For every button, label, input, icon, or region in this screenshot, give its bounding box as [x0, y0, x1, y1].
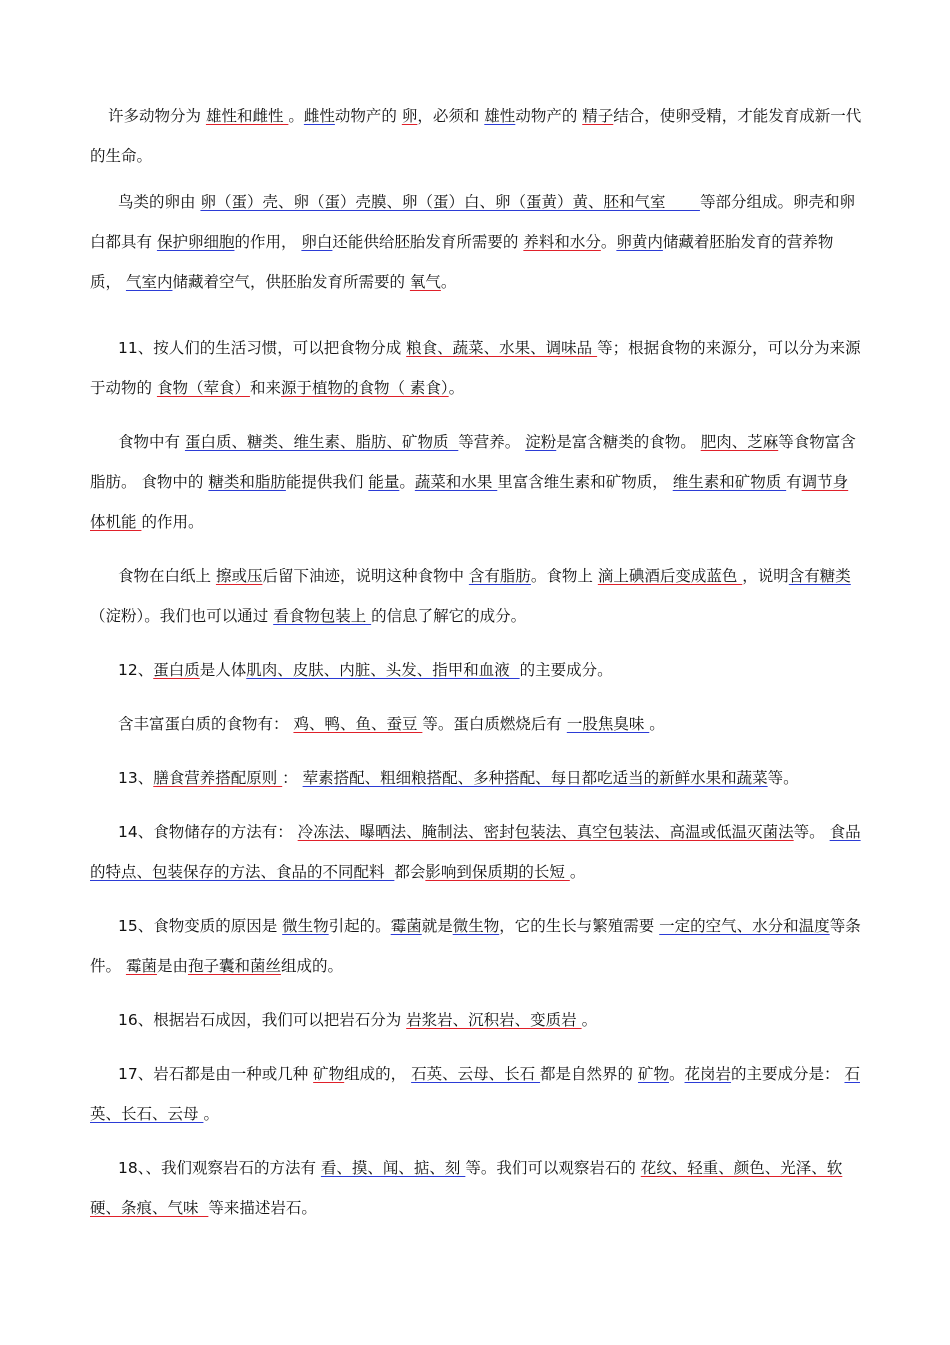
answer-underlined-blue: 看、摸、闻、掂、刻	[320, 1159, 466, 1177]
answer-underlined-blue: 一股焦臭味	[566, 715, 650, 733]
body-text: 鸟类的卵由	[118, 193, 201, 211]
body-text: 。	[203, 1105, 219, 1123]
body-text: 后留下油迹，说明这种食物中	[262, 567, 469, 585]
answer-underlined-blue: 糖类和脂肪	[208, 473, 286, 491]
answer-underlined-red: 擦或压	[215, 567, 263, 585]
answer-underlined-red: 食物（荤食）	[156, 379, 250, 397]
body-text: 。	[581, 1011, 598, 1029]
answer-underlined-blue: 卵黄内	[616, 233, 663, 251]
answer-underlined-blue: 一定的空气、水分和温度	[659, 917, 830, 935]
body-text: 是由	[156, 957, 188, 975]
paragraph-14-food-storage	[90, 812, 862, 892]
body-text: 17、岩石都是由一种或几种	[118, 1065, 314, 1083]
paragraph-11-food-classification	[90, 328, 862, 408]
answer-underlined-red: 源于植物的食物（ 素食）	[280, 379, 449, 397]
body-text: 等。	[767, 769, 799, 787]
answer-underlined-blue: 石英、云母、长石	[411, 1065, 541, 1083]
body-text: 都会	[394, 863, 426, 881]
paragraph-food-tests	[90, 556, 862, 636]
answer-underlined-red: 精子	[582, 107, 614, 125]
body-text: 等营养。	[458, 433, 526, 451]
body-text: 等。蛋白质燃烧后有	[422, 715, 567, 733]
body-text: 储藏着空气，供胚胎发育所需要的	[172, 273, 410, 291]
body-text: ，必须和	[417, 107, 485, 125]
answer-underlined-red: 滴上碘酒后变成蓝色	[597, 567, 743, 585]
body-text: 还能供给胚胎发育所需要的	[332, 233, 524, 251]
answer-underlined-blue: 石英、长石、云母	[90, 1065, 860, 1123]
body-text: 16、根据岩石成因，我们可以把岩石分为	[118, 1011, 407, 1029]
answer-underlined-blue: 卵（蛋）壳、卵（蛋）壳膜、卵（蛋）白、卵（蛋黄）黄、胚和气室	[200, 193, 700, 211]
body-text: 都是自然界的	[540, 1065, 638, 1083]
body-text: 等。我们可以观察岩石的	[465, 1159, 641, 1177]
body-text: 等；根据食物的来源分，可以分为来源于动物的	[90, 339, 861, 397]
paragraph-15-food-spoilage	[90, 906, 862, 986]
body-text: 等食物富含脂肪。 食物中的	[90, 433, 856, 491]
body-text: 。	[569, 863, 586, 881]
body-text: 。	[669, 1065, 685, 1083]
answer-underlined-red: 霉菌	[125, 957, 157, 975]
answer-underlined-blue: 雄性	[484, 107, 516, 125]
body-text: 许多动物分为	[108, 107, 206, 125]
body-text: 13、	[118, 769, 154, 787]
answer-underlined-blue: 矿物	[637, 1065, 669, 1083]
body-text: 等条件。	[90, 917, 861, 975]
body-text: 食物中有	[118, 433, 185, 451]
answer-underlined-blue: 蛋白质、糖类、维生素、脂肪、矿物质	[184, 433, 459, 451]
body-text: ：	[282, 769, 303, 787]
paragraph-bird-egg	[90, 182, 862, 302]
body-text: 引起的。	[328, 917, 391, 935]
body-text: 。	[600, 233, 617, 251]
body-text: 动物产的	[334, 107, 402, 125]
body-text: 食物在白纸上	[118, 567, 216, 585]
body-text: 等来描述岩石。	[208, 1199, 317, 1217]
body-text: 。	[288, 107, 304, 125]
answer-underlined-blue: 气室内	[125, 273, 173, 291]
body-text: 的信息了解它的成分。	[371, 607, 527, 625]
answer-underlined-blue: 淀粉	[525, 433, 557, 451]
answer-underlined-blue: 看食物包装上	[273, 607, 372, 625]
body-text: 储藏着胚胎发育的营养物质，	[90, 233, 834, 291]
body-text: 是人体	[199, 661, 247, 679]
answer-underlined-red: 粮食、蔬菜、水果、调味品	[406, 339, 598, 357]
answer-underlined-blue: 微生物	[452, 917, 500, 935]
body-text: 。	[440, 273, 457, 291]
body-text: 和来	[249, 379, 281, 397]
body-text: 组成的。	[280, 957, 343, 975]
body-text: 组成的，	[344, 1065, 412, 1083]
paragraph-protein-foods	[90, 704, 862, 744]
body-text: ，它的生长与繁殖需要	[499, 917, 660, 935]
answer-underlined-red: 调节身体机能	[90, 473, 849, 531]
body-text: 有	[786, 473, 802, 491]
paragraph-16-rock-types	[90, 1000, 862, 1040]
answer-underlined-red: 肥肉、芝麻	[700, 433, 779, 451]
answer-underlined-blue: 保护卵细胞	[156, 233, 235, 251]
paragraph-18-rock-observation	[90, 1148, 862, 1228]
body-text: 的作用，	[234, 233, 302, 251]
body-text: 里富含维生素和矿物质，	[497, 473, 673, 491]
body-text: 14、食物储存的方法有：	[118, 823, 298, 841]
answer-underlined-red: 花纹、轻重、颜色、光泽、软硬、条痕、气味	[90, 1159, 843, 1217]
answer-underlined-blue: 蔬菜和水果	[414, 473, 498, 491]
answer-underlined-blue: 花岗岩	[684, 1065, 732, 1083]
body-text: 含丰富蛋白质的食物有：	[118, 715, 294, 733]
answer-underlined-blue: 维生素和矿物质	[672, 473, 787, 491]
body-text: 。食物上	[530, 567, 598, 585]
answer-underlined-blue: 卵白	[301, 233, 333, 251]
answer-underlined-red: 鸡、鸭、鱼、蚕豆	[293, 715, 423, 733]
answer-underlined-blue: 能量	[368, 473, 400, 491]
paragraph-food-nutrients	[90, 422, 862, 542]
body-text: 能提供我们	[285, 473, 369, 491]
answer-underlined-red: 卵	[401, 107, 418, 125]
body-text: 动物产的	[515, 107, 583, 125]
body-text: 18、、我们观察岩石的方法有	[118, 1159, 321, 1177]
body-text: 。	[649, 715, 665, 733]
body-text: 12、	[118, 661, 154, 679]
answer-underlined-red: 膳食营养搭配原则	[153, 769, 283, 787]
document-page	[90, 96, 862, 1228]
answer-underlined-red: 影响到保质期的长短	[425, 863, 570, 881]
body-text: 结合，使卵受精，才能发育成新一代的生命。	[90, 107, 862, 165]
answer-underlined-red: 蛋白质	[153, 661, 200, 679]
paragraph-animal-reproduction	[90, 96, 862, 176]
paragraph-13-diet-principles	[90, 758, 862, 798]
body-text: 11、按人们的生活习惯，可以把食物分成	[118, 339, 407, 357]
body-text: 的作用。	[141, 513, 204, 531]
body-text: （淀粉）。我们也可以通过	[90, 607, 274, 625]
body-text: 。	[448, 379, 465, 397]
body-text: 的主要成分是：	[731, 1065, 845, 1083]
answer-underlined-blue: 含有糖类	[788, 567, 851, 585]
answer-underlined-blue: 食品的特点、包装保存的方法、食品的不同配料	[90, 823, 861, 881]
body-text: ，说明	[742, 567, 789, 585]
body-text: 的主要成分。	[519, 661, 613, 679]
body-text: 。	[399, 473, 415, 491]
answer-underlined-blue: 霉菌	[390, 917, 422, 935]
answer-underlined-blue: 荤素搭配、粗细粮搭配、多种搭配、每日都吃适当的新鲜水果和蔬菜	[302, 769, 768, 787]
answer-underlined-red: 孢子囊和菌丝	[187, 957, 281, 975]
answer-underlined-red: 冷冻法、曝晒法、腌制法、密封包装法、真空包装法、高温或低温灭菌法	[297, 823, 794, 841]
answer-underlined-red: 矿物	[313, 1065, 345, 1083]
answer-underlined-red: 岩浆岩、沉积岩、变质岩	[406, 1011, 582, 1029]
paragraph-17-rock-minerals	[90, 1054, 862, 1134]
answer-underlined-blue: 微生物	[282, 917, 329, 935]
answer-underlined-red: 雄性和雌性	[205, 107, 289, 125]
answer-underlined-red: 氧气	[409, 273, 441, 291]
answer-underlined-red: 养料和水分	[523, 233, 601, 251]
body-text: 等。	[793, 823, 830, 841]
body-text: 15、食物变质的原因是	[118, 917, 283, 935]
answer-underlined-blue: 含有脂肪	[468, 567, 531, 585]
body-text: 就是	[421, 917, 453, 935]
answer-underlined-blue: 肌肉、皮肤、内脏、头发、指甲和血液	[246, 661, 520, 679]
paragraph-12-protein	[90, 650, 862, 690]
body-text: 是富含糖类的食物。	[556, 433, 701, 451]
answer-underlined-blue: 雌性	[303, 107, 335, 125]
body-text: 等部分组成。卵壳和卵白都具有	[90, 193, 855, 251]
